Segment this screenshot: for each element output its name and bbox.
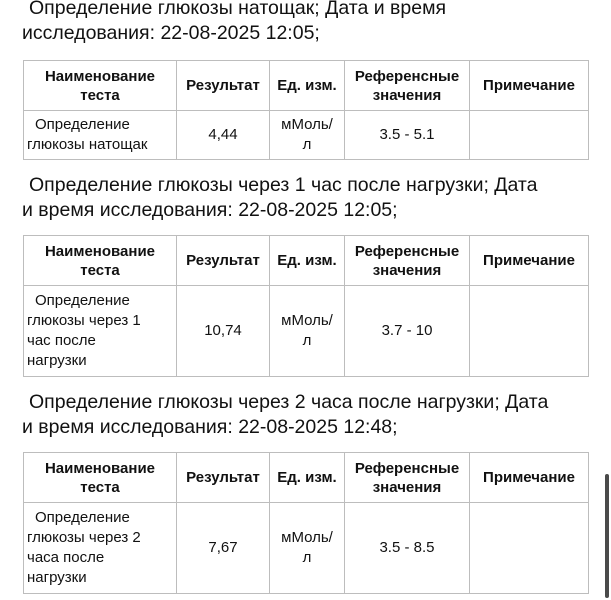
table-header-row	[24, 61, 589, 111]
reference-range: 3.5 - 8.5	[345, 503, 470, 594]
reference-range: 3.5 - 5.1	[345, 111, 470, 160]
column-header-note: Примечание	[470, 61, 589, 111]
section-heading: Определение глюкозы через 1 час после нагрузки; Дата и время исследования: 22-08-2025 12:05;	[22, 174, 538, 221]
column-header-test-name: Наименование теста	[24, 236, 177, 286]
column-header-reference: Референсные значения	[345, 236, 470, 286]
section-heading: Определение глюкозы натощак; Дата и время исследования: 22-08-2025 12:05;	[22, 0, 447, 44]
table-header-row	[24, 236, 589, 286]
column-header-reference: Референсные значения	[345, 453, 470, 503]
column-header-note: Примечание	[470, 236, 589, 286]
unit-cell: мМоль/ л	[270, 503, 345, 594]
column-header-unit: Ед. изм.	[270, 61, 345, 111]
note-cell	[470, 286, 589, 377]
table-row	[24, 286, 589, 377]
section-heading: Определение глюкозы через 2 часа после нагрузки; Дата и время исследования: 22-08-2025 12:48;	[22, 391, 549, 438]
column-header-note: Примечание	[470, 453, 589, 503]
column-header-result: Результат	[177, 236, 270, 286]
test-name-cell: Определение глюкозы через 1 час после нагрузки	[24, 286, 177, 377]
results-table	[23, 452, 589, 594]
result-value: 7,67	[177, 503, 270, 594]
results-table	[23, 235, 589, 377]
table-row	[24, 111, 589, 160]
test-name-cell: Определение глюкозы через 2 часа после нагрузки	[24, 503, 177, 594]
note-cell	[470, 503, 589, 594]
result-value: 4,44	[177, 111, 270, 160]
result-value: 10,74	[177, 286, 270, 377]
column-header-result: Результат	[177, 61, 270, 111]
test-name-cell: Определение глюкозы натощак	[24, 111, 177, 160]
column-header-reference: Референсные значения	[345, 61, 470, 111]
table-header-row	[24, 453, 589, 503]
table-row	[24, 503, 589, 594]
column-header-unit: Ед. изм.	[270, 236, 345, 286]
unit-cell: мМоль/ л	[270, 111, 345, 160]
unit-cell: мМоль/ л	[270, 286, 345, 377]
reference-range: 3.7 - 10	[345, 286, 470, 377]
column-header-test-name: Наименование теста	[24, 453, 177, 503]
results-table	[23, 60, 589, 160]
column-header-result: Результат	[177, 453, 270, 503]
column-header-unit: Ед. изм.	[270, 453, 345, 503]
column-header-test-name: Наименование теста	[24, 61, 177, 111]
note-cell	[470, 111, 589, 160]
vertical-scrollbar[interactable]	[605, 474, 609, 598]
